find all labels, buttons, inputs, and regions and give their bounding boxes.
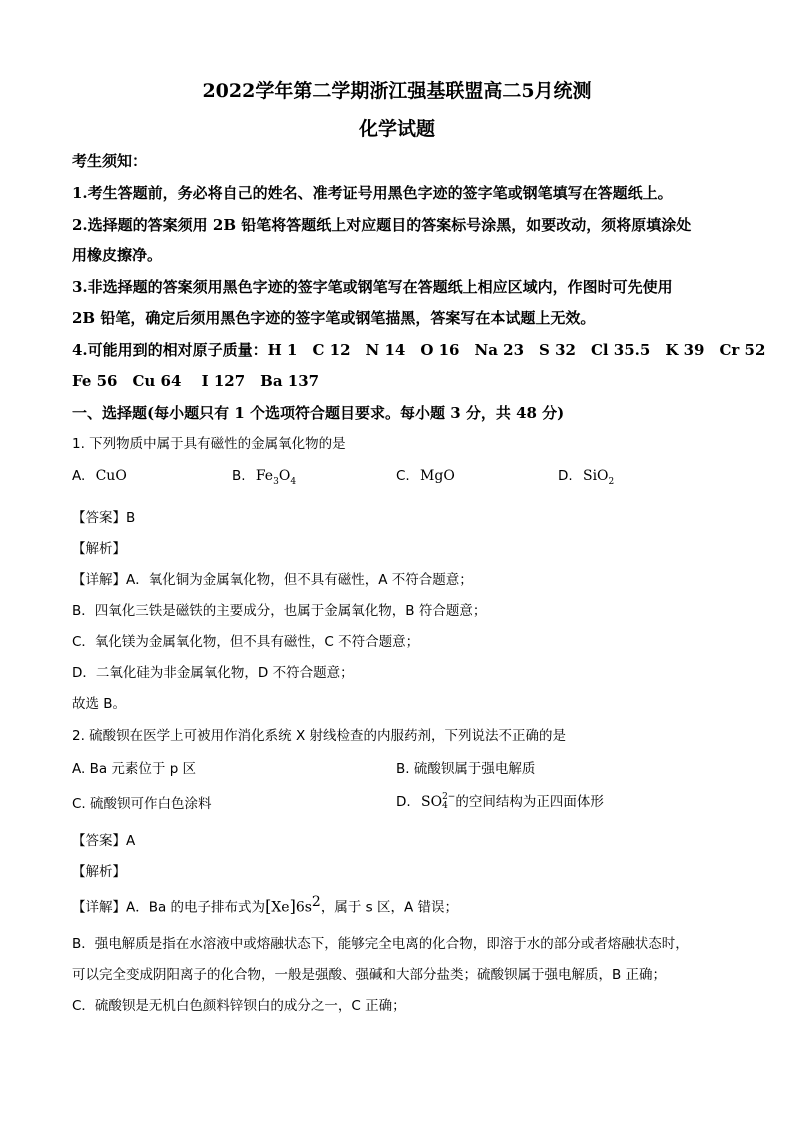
notice-item: 2.选择题的答案须用 2B 铅笔将答题纸上对应题目的答案标号涂黑，如要改动，须将原填涂处	[72, 216, 692, 234]
question-stem: 2. 硫酸钡在医学上可被用作消化系统 X 射线检查的内服药剂，下列说法不正确的是	[72, 728, 567, 744]
option-label: A.	[72, 468, 86, 484]
notice-item: 3.非选择题的答案须用黑色字迹的签字笔或钢笔写在答题纸上相应区域内，作图时可先使用	[72, 278, 673, 296]
formula-scripts	[442, 793, 455, 811]
detail-line: 可以完全变成阴阳离子的化合物，一般是强酸、强碱和大部分盐类；硫酸钡属于强电解质，B 正确；	[72, 967, 667, 983]
ion-formula	[421, 794, 455, 810]
option-c: C. 硫酸钡可作白色涂料	[72, 796, 212, 812]
answer-label: 【答案】A	[72, 833, 136, 849]
option-label: D.	[558, 468, 573, 484]
detail-line: B．强电解质是指在水溶液中或熔融状态下，能够完全电离的化合物，即溶于水的部分或者熔融状态时，	[72, 936, 689, 952]
option-label: D.	[396, 794, 411, 810]
formula-part: O	[278, 468, 291, 484]
detail-line	[72, 894, 458, 916]
notice-item: 用橡皮擦净。	[72, 246, 163, 264]
detail-line: 故选 B。	[72, 696, 127, 712]
analysis-label: 【解析】	[72, 864, 126, 880]
notice-heading: 考生须知：	[72, 152, 148, 170]
option-b: B. 硫酸钡属于强电解质	[396, 761, 536, 777]
option-d	[396, 790, 604, 811]
notice-item: 1.考生答题前，务必将自己的姓名、准考证号用黑色字迹的签字笔或钢笔填写在答题纸上。	[72, 184, 673, 202]
exam-title: 2022学年第二学期浙江强基联盟高二5月统测	[202, 80, 592, 102]
formula-part: SO	[420, 794, 443, 810]
option-b	[232, 468, 296, 487]
option-text: MgO	[420, 468, 455, 484]
option-label: C.	[396, 468, 410, 484]
formula-sub: 4	[290, 476, 297, 487]
answer-label: 【答案】B	[72, 510, 136, 526]
detail-line: D．二氧化硅为非金属氧化物，D 不符合题意；	[72, 665, 354, 681]
detail-line: 【详解】A．氧化铜为金属氧化物，但不具有磁性，A 不符合题意；	[72, 572, 473, 588]
option-label: B.	[232, 468, 246, 484]
notice-item: Fe 56 Cu 64 I 127 Ba 137	[72, 372, 320, 390]
exam-subtitle: 化学试题	[358, 118, 435, 140]
notice-item: 4.可能用到的相对原子质量：H 1 C 12 N 14 O 16 Na 23 S 32 Cl 35.5 K 39 Cr 52	[72, 341, 766, 359]
detail-text: 【详解】A．Ba 的电子排布式为	[72, 899, 266, 916]
option-text	[582, 468, 615, 487]
formula-sub: 3	[273, 476, 279, 487]
formula-sub: 4	[442, 801, 448, 811]
option-text: 的空间结构为正四面体形	[455, 794, 604, 810]
bracket-open: [	[265, 896, 272, 916]
option-text: CuO	[95, 468, 127, 484]
notice-item: 2B 铅笔，确定后须用黑色字迹的签字笔或钢笔描黑，答案写在本试题上无效。	[72, 309, 596, 327]
option-text	[255, 468, 297, 487]
formula-sub: 2	[608, 476, 615, 487]
detail-text: ，属于 s 区，A 错误；	[320, 899, 458, 916]
formula-part: SiO	[582, 468, 609, 484]
bracket-close: ]	[289, 896, 296, 916]
electron-config: 6s	[295, 899, 312, 916]
detail-line: B．四氧化三铁是磁铁的主要成分，也属于金属氧化物，B 符合题意；	[72, 603, 487, 619]
electron-count: 2	[311, 894, 321, 910]
detail-line: C．氧化镁为金属氧化物，但不具有磁性，C 不符合题意；	[72, 634, 420, 650]
analysis-label: 【解析】	[72, 541, 126, 557]
section-heading: 一、选择题(每小题只有 1 个选项符合题目要求。每小题 3 分，共 48 分)	[72, 404, 565, 422]
option-d	[558, 468, 614, 487]
formula-part: Fe	[255, 468, 274, 484]
question-stem: 1. 下列物质中属于具有磁性的金属氧化物的是	[72, 436, 346, 452]
option-a	[72, 468, 127, 484]
noble-gas-core: Xe	[271, 899, 290, 916]
detail-line: C．硫酸钡是无机白色颜料锌钡白的成分之一，C 正确；	[72, 998, 406, 1014]
formula-sup: 2−	[442, 792, 456, 802]
option-c	[396, 468, 455, 484]
option-a: A. Ba 元素位于 p 区	[72, 761, 197, 777]
